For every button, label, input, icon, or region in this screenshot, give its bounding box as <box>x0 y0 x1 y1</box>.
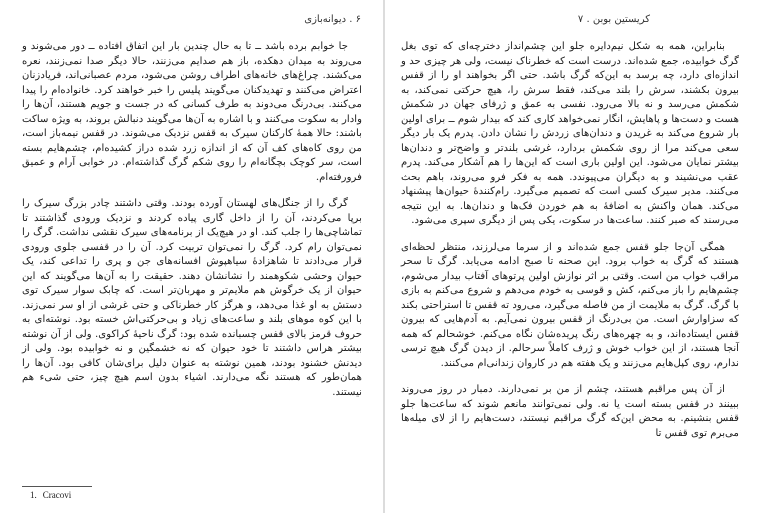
footnote <box>30 490 71 500</box>
footnote-rule <box>22 486 92 487</box>
footnote-number: 1. <box>30 490 37 500</box>
footnote-text: Cracovi <box>42 490 72 500</box>
left-page-header: ۶ . دیوانه‌بازی <box>304 14 361 25</box>
left-page <box>0 0 383 513</box>
right-paragraph-3: از آن پس مراقبم هستند، چشم از من بر نمی‌دارند. دمبار در روز می‌روند ببینند در قفس بسته است یا نه. ولی نمی‌توانند مانعم شوند که ساعت‌ها جلو قفس بنشینم. به محض این‌که گرگ مراقبم نیستند، دست‌هایم را از لای میله‌ها می‌برم توی قفس تا <box>401 384 739 439</box>
left-paragraph-2: گرگ را از جنگل‌های لهستان آورده بودند. وقتی داشتند چادر بزرگ سیرک را برپا می‌کردند، آن را از داخل گاری پیاده کردند و نزدیک ورودی گذاشتند تا تماشاچی‌ها را جلب کند. او در هیچ‌یک از برنامه‌های سیرک نقشی نداشت. گرگ را نمی‌توان رام کرد. گرگ را نمی‌توان تربیت کرد. آن را در قفسی جلوی ورودی قرار می‌دادند تا شاهزادهٔ سیاهپوش افسانه‌های جن و پری را تداعی کند، یک حیوان وحشی شکوهمند را نشانشان دهند. حقیقت را به آن‌ها می‌گویند که این حیوان از یک خرگوش هم ملایم‌تر و مهربان‌تر است. که چابک سوار سیرک توی دستش به او غذا می‌دهد، و هرگز کار خطرناکی و حتی غرشی از او سر نمی‌زند. با این کوه موهای بلند و ساعت‌های زیاد و بی‌حرکتی‌اش خسته بود. نوشته‌ای به حروف قرمز بالای قفس چسبانده شده بود: گرگ ناحیهٔ کراکوی. ولی از آن نوشته بیشتر هراس داشتند تا خود حیوان که نه خشمگین و نه خوابیده بود. ولی از دیدنش خشنود بودند، همین نوشته به عنوان دلیل برای‌شان کافی بود. آن‌ها را همان‌طور که هستند نگه می‌دارند. اشیاء بدون اسم هیچ چیز، حتی شیء هم نیستند. <box>22 198 362 398</box>
right-paragraph-2: همگی آن‌جا جلو قفس جمع شده‌اند و از سرما می‌لرزند، منتظر لحظه‌ای هستند که گرگ به خواب برود. این صحنه تا صبح ادامه می‌یابد. گرگ تا سحر مراقب خواب من است. وقتی بر اثر نوازش اولین پرتوهای آفتاب بیدار می‌شوم، چشم‌هایم را باز می‌کنم، کش و قوسی به خودم می‌دهم و شروع می‌کنم به بازی با گرگ. گرگ به ملایمت از من فاصله می‌گیرد، می‌رود ته قفس تا استراحتی بکند که سزاوارش است. من بی‌درنگ از قفس بیرون نمی‌آیم. به آدم‌هایی که بیرون قفس ایستاده‌اند، و به چهره‌های رنگ پریده‌شان نگاه می‌کنم. خوشحالم که همه آنجا هستند، از این خواب خوش و ژرف کاملاً سرحالم. از دیدن گرگ هیچ ترسی ندارم، روی کپل‌هایم می‌زنند و یک هفته هم در کاروان زندانی‌ام می‌کنند. <box>401 241 739 369</box>
right-page-body <box>401 40 739 441</box>
right-page <box>385 0 768 513</box>
left-paragraph-1: جا خوابم برده باشد ــ تا به حال چندین بار این اتفاق افتاده ــ دور می‌شوند و می‌روند به میدان دهکده، باز هم صدایم می‌زنند، حالا دیگر صدا نمی‌زنند، نعره می‌کشند. چراغ‌های خانه‌های اطراف روشن می‌شود، مردم عصبانی‌اند، فریادزنان اعتراض می‌کنند و تهدیدکنان می‌گویند پلیس را خبر خواهند کرد. خانواده‌ام را پیدا می‌کنند. بی‌درنگ می‌دوند به طرف کسانی که در جست و جویم هستند، آن‌ها را وادار به سکوت می‌کنند و با اشاره به آن‌ها می‌گویند دنبالش بروند، به ویژه ساکت باشند: حالا همهٔ کارکنان سیرک به قفس نزدیک می‌شوند. در قفس نیمه‌باز است، من روی کاه‌های کف آن که از اندازه زرد شده دراز کشیده‌ام، چشم‌هایم بسته است، سر کوچک بچگانه‌ام را روی شکم گرگ گذاشته‌ام. در خوابی آرام و عمیق فرورفته‌ام. <box>22 41 362 183</box>
right-paragraph-1: بنابراین، همه به شکل نیم‌دایره جلو این چشم‌انداز دخترچه‌ای که توی بغل گرگ خوابیده، جمع شده‌اند. درست است که خطرناک نیست، ولی هر چیزی حد و اندازه‌ای دارد، چه برسد به این‌که گرگ باشد. حتی اگر بخواهند او را از قفس بیرون بکشند، سرش را بلند می‌کند، فقط سرش را، هیچ حرکتی نمی‌کند، به شکمش می‌رسد و نه بالا می‌رود. نفسی به عمق و ژرفای جهان در شکمش هست و دست‌ها و پاهایش، انگار نمی‌خواهد کاری کند که بیدار شوم ــ برای اولین بار شروع می‌کند به غریدن و دندان‌های زردش را نشان دادن. پدرم یک بار دیگر سعی می‌کند مرا از روی شکمش بردارد، غرشی بلندتر و واضح‌تر و دندان‌ها بیشتر نمایان می‌شود. این اولین باری است که این‌ها را هم آشکار می‌کند. پدرم عقب می‌نشیند و به دیگران می‌پیوندد. همه به فکر فرو می‌روند، باهم بحث می‌کنند. مدیر سیرک کسی است که تصمیم می‌گیرد. رام‌کنندهٔ حیوان‌ها پیشنهاد می‌کند. همان واکنش به اضافهٔ به هم خوردن فک‌ها و دندان‌ها. به این نتیجه می‌رسند که صبر کنند. ساعت‌ها در سکوت، یکی پس از دیگری سپری می‌شود. <box>401 41 739 226</box>
right-page-header: کریستین بوبن . ۷ <box>577 14 650 25</box>
left-page-body <box>22 40 362 400</box>
